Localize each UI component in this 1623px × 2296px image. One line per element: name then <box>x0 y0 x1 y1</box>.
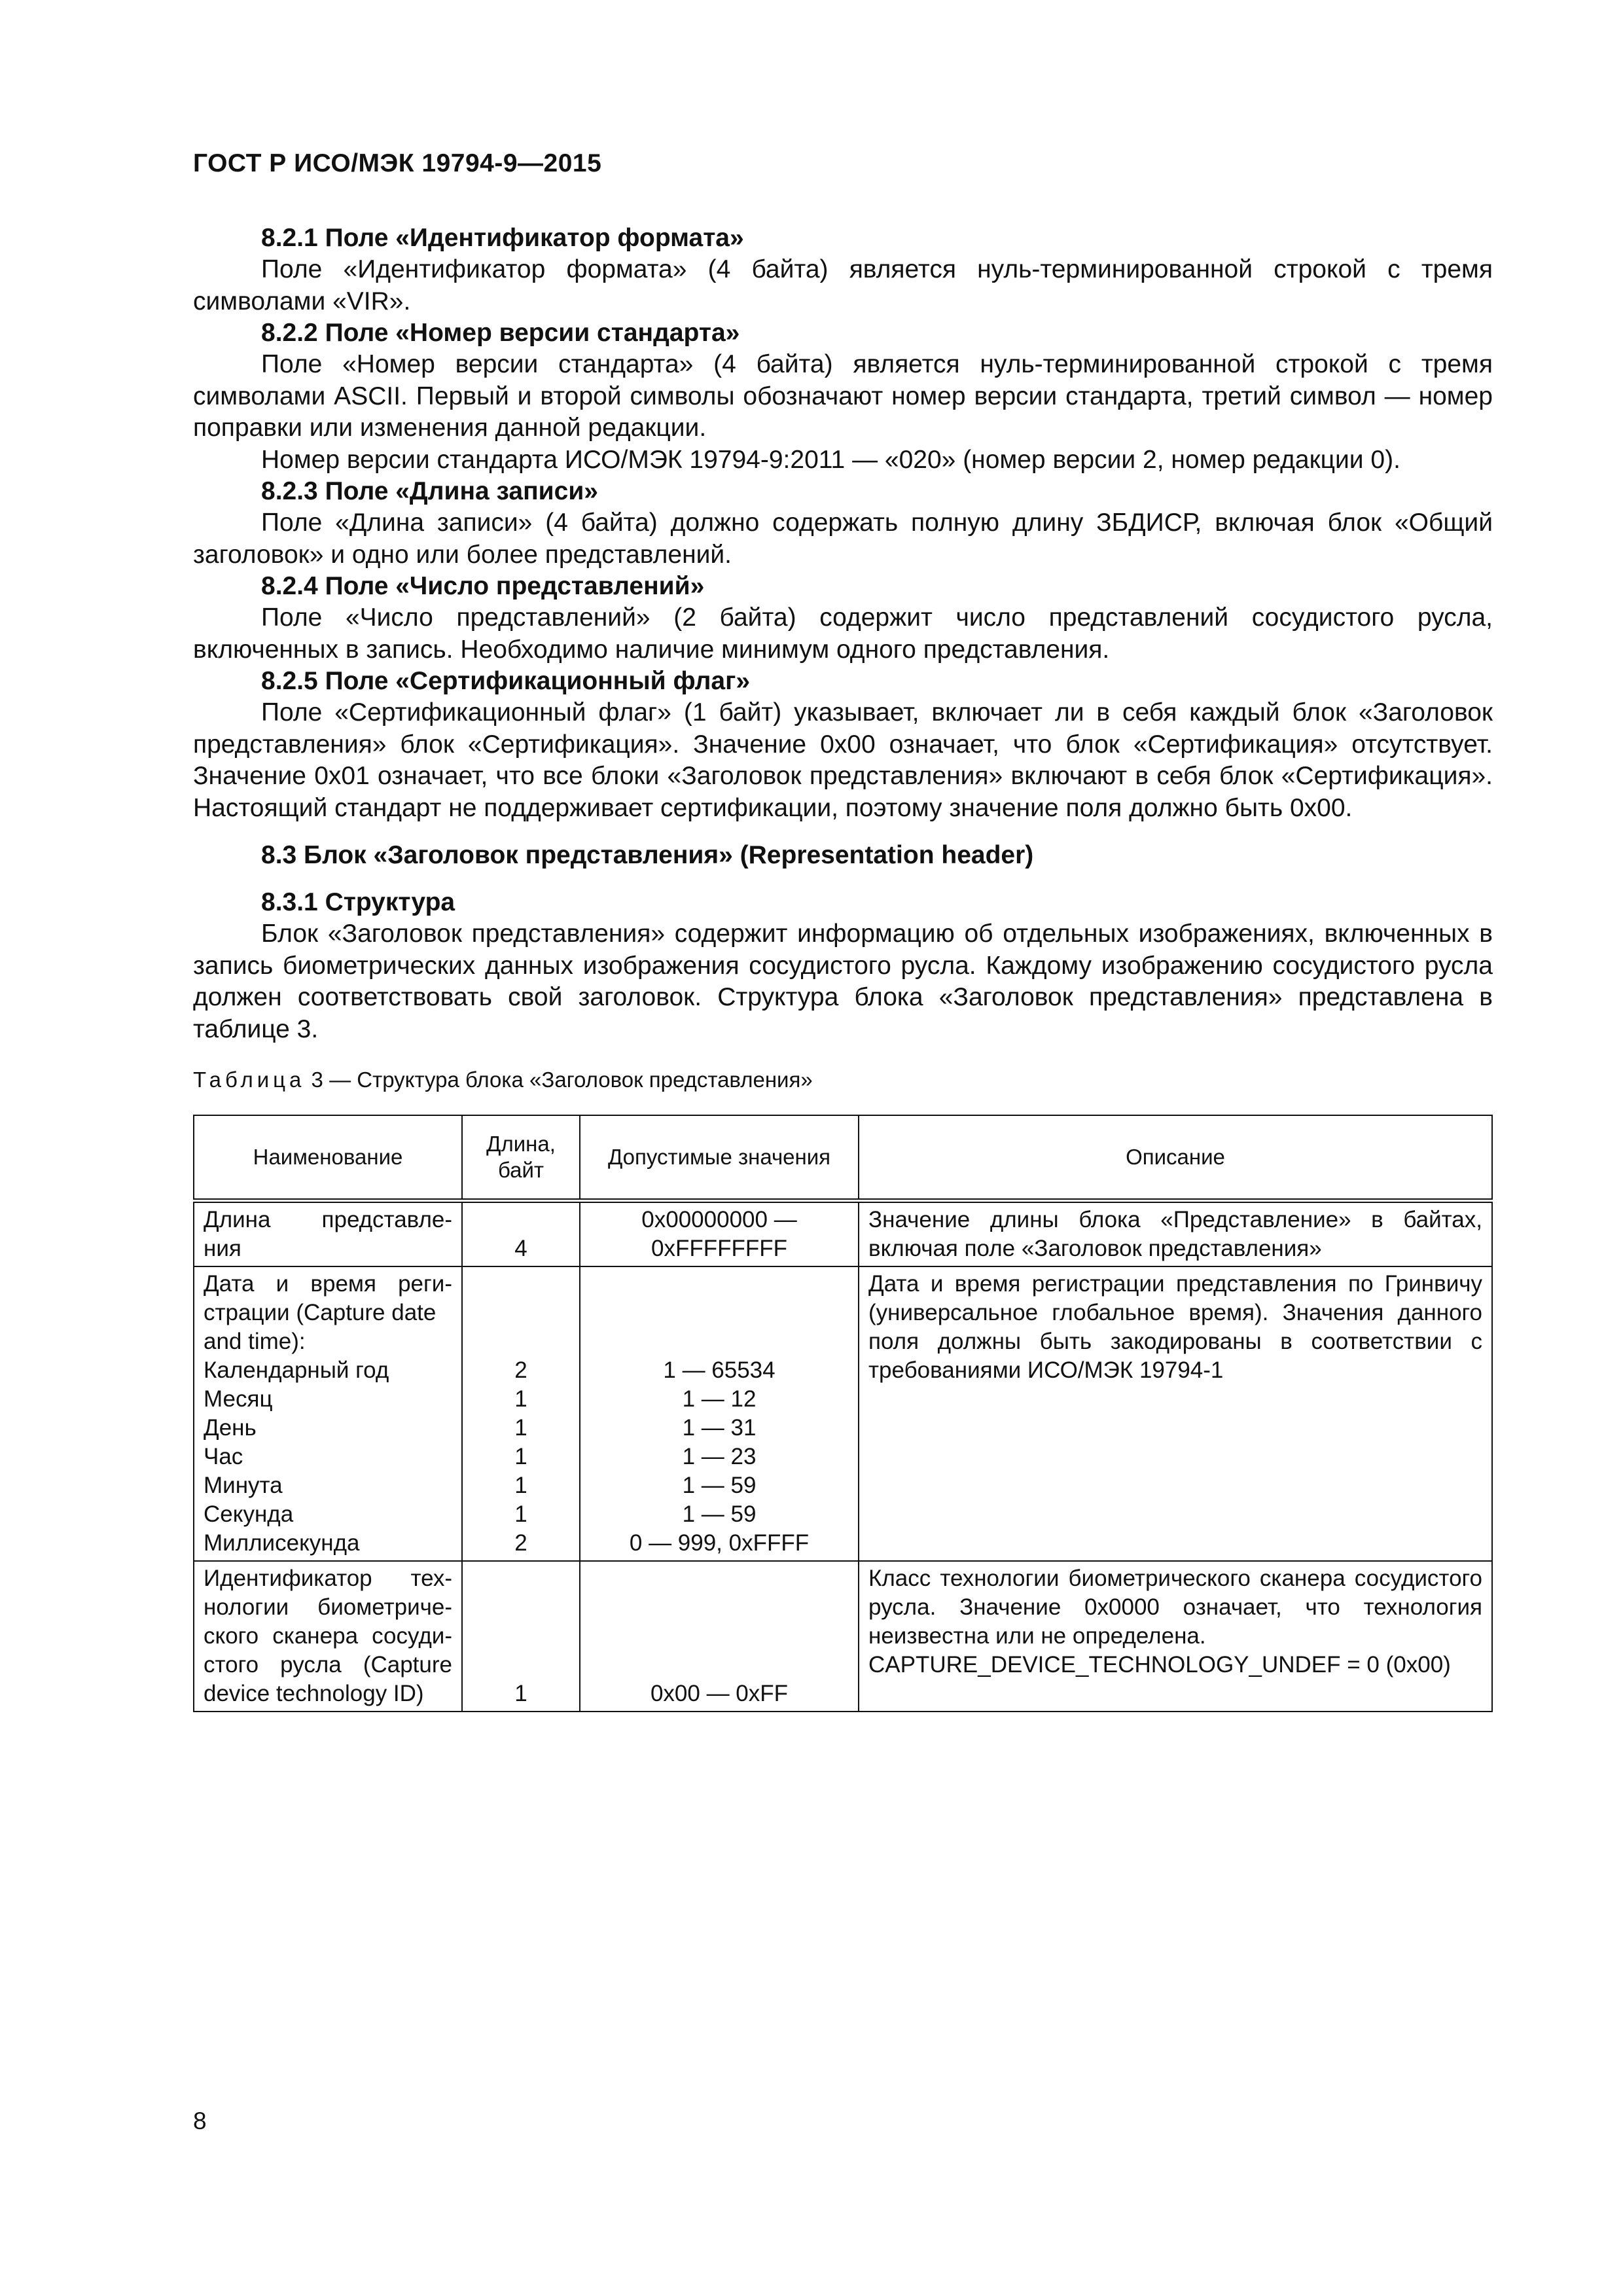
cell-text: ния <box>204 1236 241 1261</box>
table-row <box>194 1201 1492 1267</box>
cell-values <box>580 1201 859 1267</box>
section-8-3-1-text: Блок «Заголовок представления» содержит информацию об отдельных изображениях, включенных в запись биометрических данных изображения сосудистого русла. Каждому изображению сосудистого русла должен соответствовать свой заголовок. Структура блока «Заголовок представления» представлена в таблице 3. <box>193 920 1493 1043</box>
section-8-2-2-version-text: Номер версии стандарта ИСО/МЭК 19794-9:2011 — «020» (номер версии 2, номер редакции 0). <box>261 445 1400 474</box>
cell-name <box>194 1201 462 1267</box>
sub-item-length: 1 <box>514 1415 527 1441</box>
table-header-row <box>194 1115 1492 1201</box>
section-8-2-3-title: 8.2.3 Поле «Длина записи» <box>261 477 598 505</box>
sub-item-values: 1 — 59 <box>682 1501 757 1527</box>
table-caption-label: Таблица <box>193 1067 306 1092</box>
document-header: ГОСТ Р ИСО/МЭК 19794-9—2015 <box>193 149 602 177</box>
cell-text: and time): <box>204 1329 306 1354</box>
cell-description <box>859 1561 1492 1712</box>
section-8-2-4-title: 8.2.4 Поле «Число представлений» <box>261 572 705 600</box>
cell-name <box>194 1561 462 1712</box>
section-8-2-2-text: Поле «Номер версии стандарта» (4 байта) является нуль-терминированной строкой с тремя символами ASCII. Первый и второй символы обозначают номер версии стандарта, третий символ — номер поправки или изменения данной редакции. <box>193 350 1493 442</box>
section-8-2-1-text: Поле «Идентификатор формата» (4 байта) является нуль-терминированной строкой с тремя символами «VIR». <box>193 255 1493 315</box>
representation-header-table <box>193 1115 1493 1712</box>
cell-length <box>462 1266 580 1561</box>
cell-length: 4 <box>462 1201 580 1267</box>
sub-item-name: Календарный год <box>204 1357 389 1383</box>
cell-values: 0x00 — 0xFF <box>580 1561 859 1712</box>
table-caption <box>193 1067 1493 1092</box>
sub-item-values: 1 — 59 <box>682 1473 757 1498</box>
sub-item-values: 0 — 999, 0xFFFF <box>629 1530 810 1556</box>
section-8-2-5-title: 8.2.5 Поле «Сертификационный флаг» <box>261 667 751 695</box>
section-8-2-1-title: 8.2.1 Поле «Идентификатор формата» <box>261 224 744 252</box>
header-length-line-1: Длина, <box>486 1132 556 1156</box>
cell-text: Длина представле- <box>204 1207 452 1232</box>
sub-item-name: Миллисекунда <box>204 1530 360 1556</box>
sub-item-length: 1 <box>514 1386 527 1412</box>
page-number: 8 <box>193 2108 207 2134</box>
cell-text: стого русла (Capture <box>204 1652 452 1677</box>
table-row <box>194 1561 1492 1712</box>
main-content <box>193 223 1493 1712</box>
cell-description: Дата и время регистрации представления по Гринвичу (универсальное глобальное время). Значения данного поля должны быть закодированы в соответствии с требованиями ИСО/МЭК 19794-1 <box>859 1266 1492 1561</box>
section-8-2-4-text: Поле «Число представлений» (2 байта) содержит число представлений сосудистого русла, включенных в запись. Необходимо наличие минимум одного представления. <box>193 603 1493 664</box>
cell-text: нологии биометриче- <box>204 1594 452 1620</box>
cell-values <box>580 1266 859 1561</box>
cell-name <box>194 1266 462 1561</box>
cell-text: ского сканера сосуди- <box>204 1623 452 1649</box>
cell-length: 1 <box>462 1561 580 1712</box>
cell-text: Класс технологии биометрического сканера сосудистого русла. Значение 0x0000 означает, что технология неизвестна или не определена. <box>868 1566 1482 1649</box>
section-8-2-5-text: Поле «Сертификационный флаг» (1 байт) указывает, включает ли в себя каждый блок «Заголовок представления» блок «Сертификация». Значение 0x00 означает, что блок «Сертификация» отсутствует. Значение 0x01 означает, что все блоки «Заголовок представления» включают в себя блок «Сертификация». Настоящий стандарт не поддерживает сертификации, поэтому значение поля должно быть 0x00. <box>193 698 1493 822</box>
section-8-2-2-title: 8.2.2 Поле «Номер версии стандарта» <box>261 319 740 347</box>
sub-item-length: 2 <box>514 1530 527 1556</box>
cell-text: 0x00000000 — <box>641 1207 797 1232</box>
section-8-3-1-title: 8.3.1 Структура <box>261 888 455 916</box>
cell-text: 0xFFFFFFFF <box>651 1236 787 1261</box>
sub-item-values: 1 — 31 <box>682 1415 757 1441</box>
sub-item-name: Месяц <box>204 1386 273 1412</box>
sub-item-values: 1 — 12 <box>682 1386 757 1412</box>
section-8-3-title: 8.3 Блок «Заголовок представления» (Representation header) <box>261 841 1034 869</box>
header-description: Описание <box>859 1115 1492 1201</box>
header-name: Наименование <box>194 1115 462 1201</box>
sub-item-values: 1 — 23 <box>682 1444 757 1469</box>
cell-text: CAPTURE_DEVICE_TECHNOLOGY_UNDEF = 0 (0x00) <box>868 1652 1451 1677</box>
header-length <box>462 1115 580 1201</box>
sub-item-name: Минута <box>204 1473 283 1498</box>
cell-text: страции (Capture date <box>204 1300 437 1325</box>
sub-item-values: 1 — 65534 <box>663 1357 776 1383</box>
cell-text: Дата и время реги- <box>204 1271 452 1297</box>
sub-item-name: Час <box>204 1444 243 1469</box>
table-row <box>194 1266 1492 1561</box>
cell-description: Значение длины блока «Представление» в байтах, включая поле «Заголовок представления» <box>859 1201 1492 1267</box>
sub-item-length: 2 <box>514 1357 527 1383</box>
cell-text: device technology ID) <box>204 1681 424 1706</box>
header-length-line-2: байт <box>497 1158 544 1182</box>
cell-text: Идентификатор тех- <box>204 1566 452 1591</box>
table-caption-text: 3 — Структура блока «Заголовок представления» <box>305 1067 813 1092</box>
sub-item-name: День <box>204 1415 257 1441</box>
sub-item-name: Секунда <box>204 1501 294 1527</box>
header-values: Допустимые значения <box>580 1115 859 1201</box>
sub-item-length: 1 <box>514 1501 527 1527</box>
section-8-2-3-text: Поле «Длина записи» (4 байта) должно содержать полную длину ЗБДИСР, включая блок «Общий заголовок» и одно или более представлений. <box>193 509 1493 569</box>
sub-item-length: 1 <box>514 1444 527 1469</box>
sub-item-length: 1 <box>514 1473 527 1498</box>
